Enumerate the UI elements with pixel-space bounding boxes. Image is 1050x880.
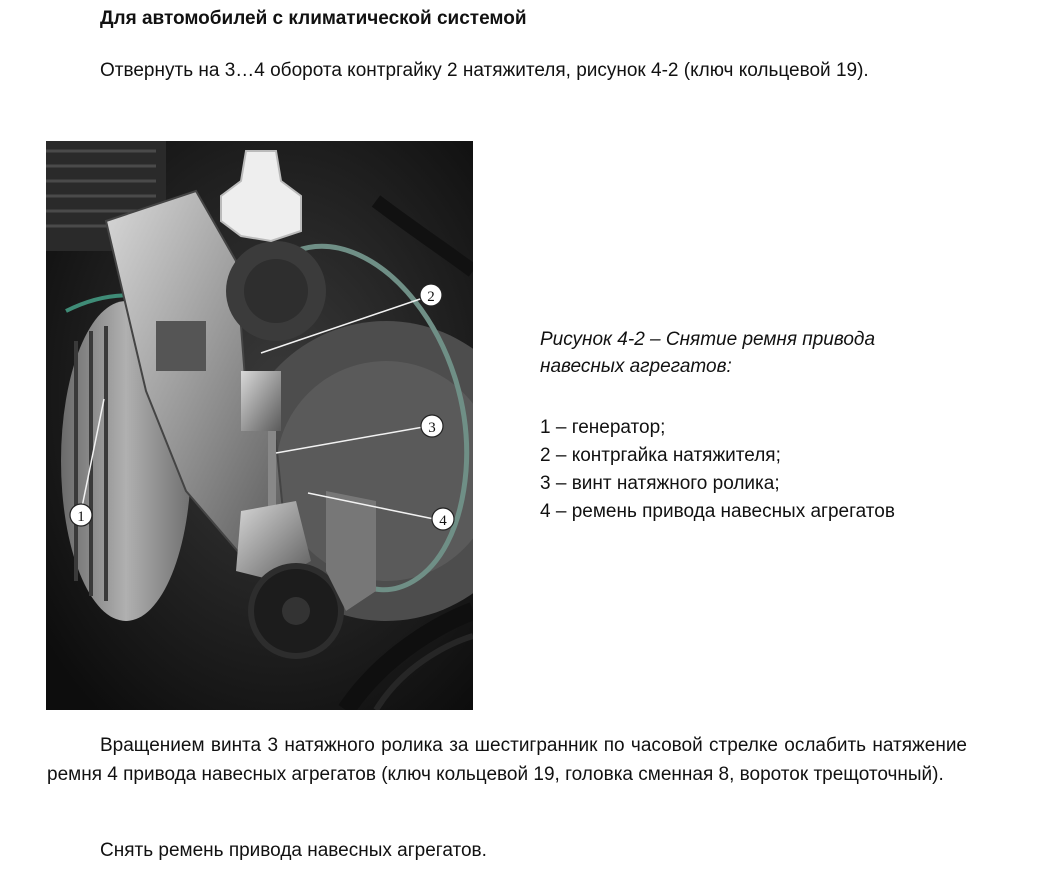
callout-1-label: 1 (77, 509, 85, 525)
callout-3 (421, 415, 443, 437)
callout-4 (432, 508, 454, 530)
instruction-paragraph-3: Снять ремень привода навесных агрегатов. (100, 840, 487, 861)
legend-item: 3 – винт натяжного ролика; (540, 473, 780, 494)
section-heading: Для автомобилей с климатической системой (100, 8, 527, 29)
legend-item: 4 – ремень привода навесных агрегатов (540, 501, 895, 522)
legend-item: 1 – генератор; (540, 417, 666, 438)
callout-1 (70, 504, 92, 526)
figure-photo (46, 141, 473, 710)
caption-line-1: Рисунок 4-2 – Снятие ремня привода (540, 329, 876, 350)
figure-caption (540, 326, 875, 380)
instruction-paragraph-2: Вращением винта 3 натяжного ролика за шестигранник по часовой стрелке ослабить натяжение ремня 4 привода навесных агрегатов (ключ кольцевой 19, головка сменная 8, вороток трещоточный). (47, 735, 967, 785)
figure-legend (540, 414, 895, 526)
callout-4-label: 4 (439, 513, 447, 529)
caption-line-2: навесных агрегатов: (540, 356, 732, 377)
engine-photo-illustration (46, 141, 473, 710)
instruction-paragraph-1: Отвернуть на 3…4 оборота контргайку 2 натяжителя, рисунок 4-2 (ключ кольцевой 19). (100, 60, 869, 81)
callout-2 (420, 284, 442, 306)
callout-3-label: 3 (428, 420, 436, 436)
legend-item: 2 – контргайка натяжителя; (540, 445, 781, 466)
callout-2-label: 2 (427, 289, 435, 305)
